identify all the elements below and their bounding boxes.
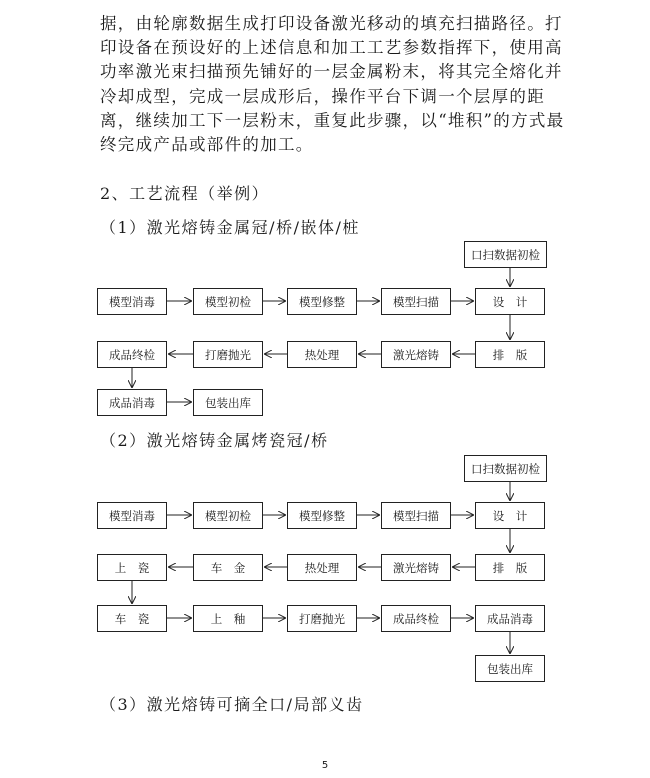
flow1-heat-treat-box: 热处理 — [287, 341, 357, 368]
flow2-final-check-box: 成品终检 — [381, 605, 451, 632]
flow1-design-box: 设 计 — [475, 288, 545, 315]
flow1-final-check-box: 成品终检 — [97, 341, 167, 368]
flow2-heat-treat-box: 热处理 — [287, 554, 357, 581]
flow-1-title: （1）激光熔铸金属冠/桥/嵌体/桩 — [100, 218, 360, 237]
flow1-final-disinfect-box: 成品消毒 — [97, 389, 167, 416]
flow1-model-disinfect-box: 模型消毒 — [97, 288, 167, 315]
flow2-pack-box: 包装出库 — [475, 655, 545, 682]
flow2-porcelain-turn-box: 车 瓷 — [97, 605, 167, 632]
section-2-title: 2、工艺流程（举例） — [100, 184, 270, 203]
flow2-gold-box: 车 金 — [193, 554, 263, 581]
flow2-polish-box: 打磨抛光 — [287, 605, 357, 632]
flow1-layout-box: 排 版 — [475, 341, 545, 368]
flow-3-title: （3）激光熔铸可摘全口/局部义齿 — [100, 695, 364, 714]
page-number: 5 — [321, 760, 329, 771]
flow1-scan-check-box: 口扫数据初检 — [464, 241, 547, 268]
flow2-model-scan-box: 模型扫描 — [381, 502, 451, 529]
flow2-final-disinfect-box: 成品消毒 — [475, 605, 545, 632]
flow-2-title: （2）激光熔铸金属烤瓷冠/桥 — [100, 431, 329, 450]
flow2-layout-box: 排 版 — [475, 554, 545, 581]
flow1-model-trim-box: 模型修整 — [287, 288, 357, 315]
flow2-model-trim-box: 模型修整 — [287, 502, 357, 529]
flow2-model-disinfect-box: 模型消毒 — [97, 502, 167, 529]
flow2-laser-cast-box: 激光熔铸 — [381, 554, 451, 581]
flow1-model-check-box: 模型初检 — [193, 288, 263, 315]
flow1-laser-cast-box: 激光熔铸 — [381, 341, 451, 368]
flow2-model-check-box: 模型初检 — [193, 502, 263, 529]
flow1-polish-box: 打磨抛光 — [193, 341, 263, 368]
body-paragraph: 据，由轮廓数据生成打印设备激光移动的填充扫描路径。打印设备在预设好的上述信息和加工工艺参数指挥下，使用高功率激光束扫描预先铺好的一层金属粉末，将其完全熔化并冷却成型，完成一层成形后，操作平台下调一个层厚的距离，继续加工下一层粉末，重复此步骤，以“堆积”的方式最终完成产品或部件的加工。 — [100, 14, 565, 155]
flow2-glaze-box: 上 釉 — [193, 605, 263, 632]
flow1-model-scan-box: 模型扫描 — [381, 288, 451, 315]
flow2-porcelain-box: 上 瓷 — [97, 554, 167, 581]
flow1-pack-box: 包装出库 — [193, 389, 263, 416]
flow2-design-box: 设 计 — [475, 502, 545, 529]
flow2-scan-check-box: 口扫数据初检 — [464, 455, 547, 482]
